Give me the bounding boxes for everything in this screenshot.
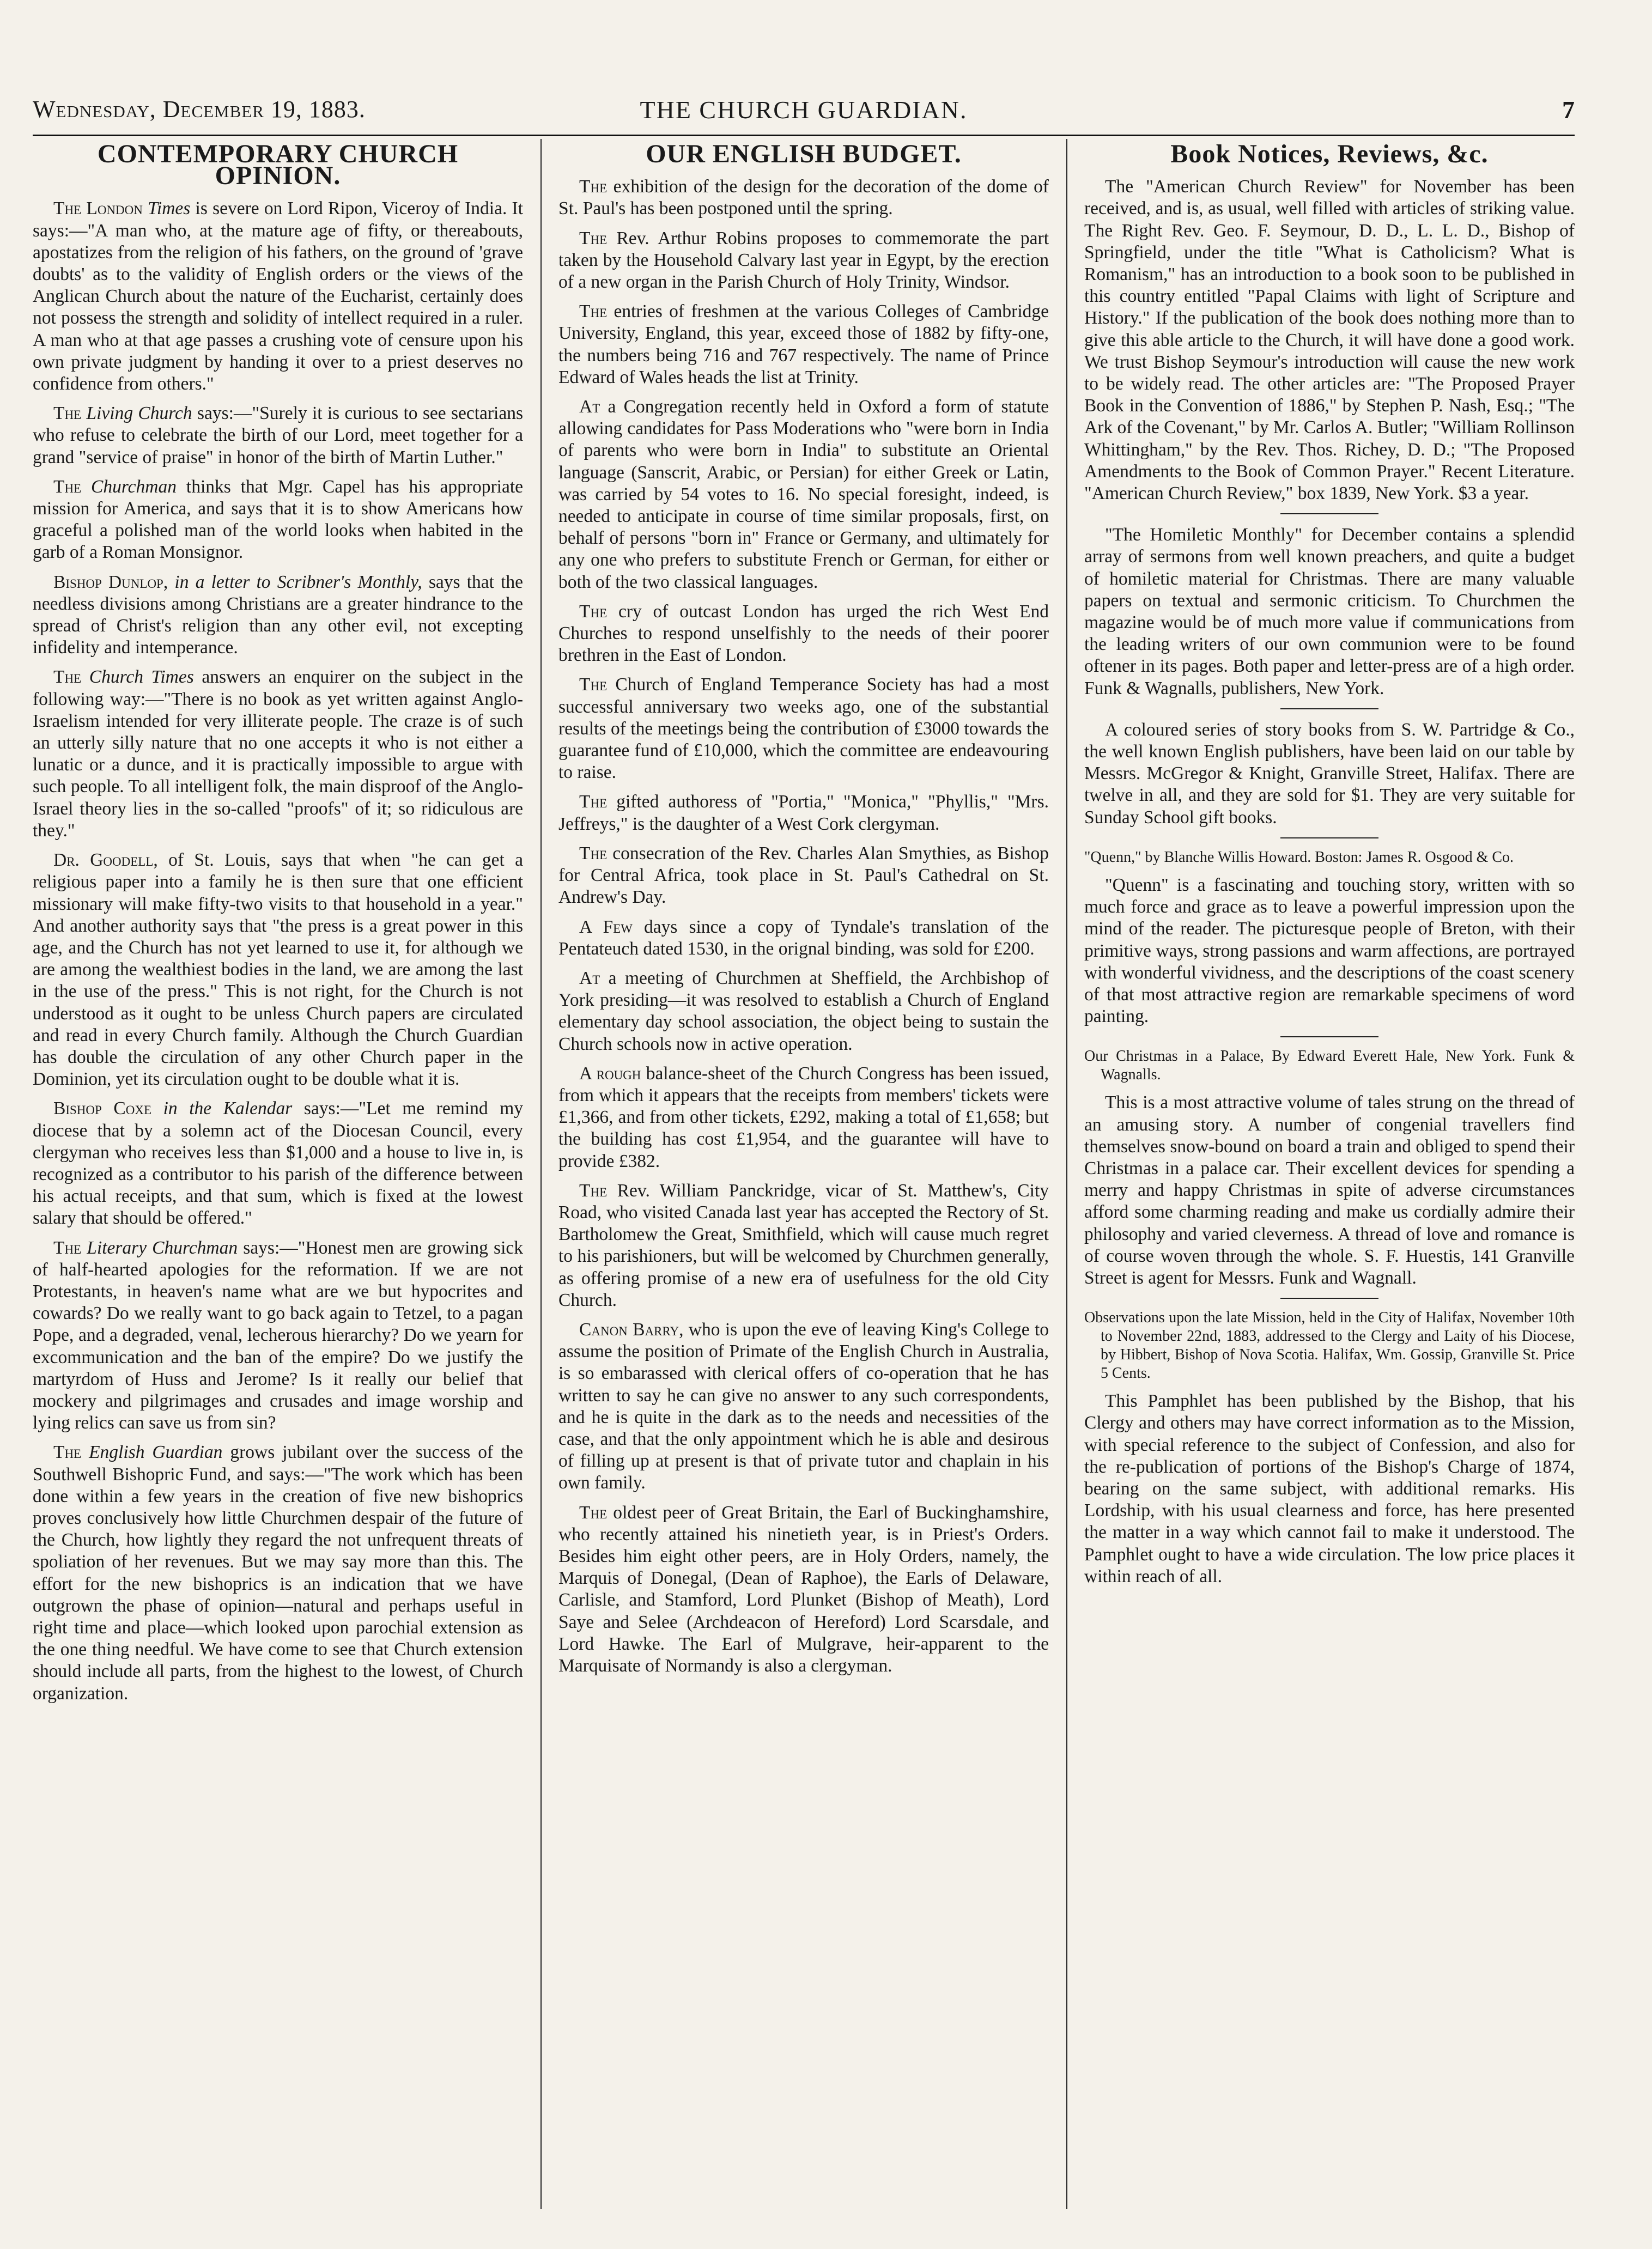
article-paragraph [558,301,1049,388]
article-list [558,176,1049,1677]
paragraph-text: who is upon the eve of leaving King's College to assume the position of Primate of the English Church in Australia, is so embarassed with clerical offers of co-operation that he has written to say he can give no answer to any such correspondents, and he is quite in the dark as to the needs and necessities of the case, and that the only appointment which he is able and desirous of filling up at present is that of private tutor and chaplain in his own family. [558,1319,1049,1493]
paragraph-lead: The [579,228,608,248]
article-paragraph [558,916,1049,960]
article-paragraph [558,674,1049,783]
paragraph-text: entries of freshmen at the various Colleges of Cambridge University, England, this year, exceed those of 1882 by fifty-one, the numbers being 716 and 767 respectively. The name of Prince Edward of Wales heads the list at Trinity. [558,301,1049,387]
publication-name: Living Church [86,403,192,424]
article-paragraph [33,1442,523,1704]
paragraph-text: a Congregation recently held in Oxford a form of statute allowing candidates for Pass Moderations who "were born in India of parents who were born in India" to substitute an Oriental language (Sanscrit, Arabic, or Persian) for either Greek or Latin, was carried by 54 votes to 16. No special foresight, indeed, is needed to anticipate in course of time similar proposals, first, on behalf of persons "born in" France or Germany, and ultimately for any one who prefers to substitute French or German, for either or both of the two classical languages. [558,397,1049,592]
article-paragraph [33,1237,523,1435]
paragraph-text: consecration of the Rev. Charles Alan Smythies, as Bishop for Central Africa, took place in St. Paul's Cathedral on St. Andrew's Day. [558,843,1049,908]
article-paragraph [558,1319,1049,1494]
paragraph-text: Rev. William Panckridge, vicar of St. Matthew's, City Road, who visited Canada last year has accepted the Rectory of St. Bartholomew the Great, Smithfield, which will cause much regret to his parishioners, but will be welcomed by Churchmen generally, as offering promise of a new era of usefulness for the old City Church. [558,1180,1049,1310]
paragraph-text: exhibition of the design for the decoration of the dome of St. Paul's has been postponed until the spring. [558,177,1049,219]
paragraph-lead: The London [53,198,143,219]
column-heading: Book Notices, Reviews, &c. [1170,143,1489,168]
paragraph-lead: The [53,1237,82,1258]
review-paragraph: A coloured series of story books from S. W. Partridge & Co., the well known English publishers, have been laid on our table by Messrs. McGregor & Knight, Granville Street, Halifax. There are twelve in all, and they are sold for $1. They are very suitable for Sunday School gift books. [1084,719,1575,828]
review-paragraph: "The Homiletic Monthly" for December contains a splendid array of sermons from well known preachers, and quite a budget of homiletic material for Christmas. There are many valuable papers on textual and sermonic criticism. To Churchmen the magazine would be of much more value if communications from the leading writers of our own communion were to be found oftener in its pages. Both paper and letter-press are of a high order. Funk & Wagnalls, publishers, New York. [1084,525,1575,698]
paragraph-lead: A rough [579,1063,641,1084]
paragraph-text: says:—"Surely it is curious to see sectarians who refuse to celebrate the birth of our Lord, meet together for a grand "service of praise" in honor of the birth of Martin Luther." [33,403,523,467]
paragraph-text: gifted authoress of "Portia," "Monica," "Phyllis," "Mrs. Jeffreys," is the daughter of a West Cork clergyman. [558,792,1049,834]
paragraph-lead: The [579,301,608,322]
publication-name: Churchman [91,476,177,497]
column-heading: CONTEMPORARY CHURCH OPINION. [97,143,459,191]
paragraph-lead: Bishop Dunlop, [53,572,168,592]
publication-name: Church Times [89,667,194,688]
paragraph-lead: The [53,403,82,424]
book-title: Our Christmas in a Palace, By Edward Everett Hale, New York. Funk & Wagnalls. [1084,1048,1575,1084]
paragraph-lead: The [579,1502,608,1523]
section-divider [1280,708,1378,709]
article-paragraph [33,1098,523,1229]
publication-name: English Guardian [89,1442,223,1463]
paragraph-text: cry of outcast London has urged the rich West End Churches to respond unselfishly to the needs of their poorer brethren in the East of London. [558,601,1049,666]
publication-name: Literary Churchman [87,1237,238,1258]
paragraph-lead: At [579,968,600,988]
article-list [33,198,523,1704]
article-paragraph [558,1063,1049,1172]
paragraph-lead: Dr. Goodell, [53,850,158,871]
article-paragraph [558,968,1049,1055]
article-paragraph [33,572,523,659]
paragraph-lead: Bishop Coxe [53,1098,151,1119]
publication-name: in a letter to Scribner's Monthly, [174,572,422,592]
column-our-english-budget [558,143,1049,2203]
paragraph-lead: The [579,792,608,812]
article-paragraph [558,1502,1049,1677]
article-paragraph [33,849,523,1090]
paragraph-lead: The [579,674,608,695]
paragraph-text: balance-sheet of the Church Congress has been issued, from which it appears that the receipts from members' tickets were £1,366, and from other tickets, £292, making a total of £1,658; but the building has cost £1,954, and the guarantee will have to provide £382. [558,1063,1049,1171]
paragraph-text: Rev. Arthur Robins proposes to commemorate the part taken by the Household Calvary last year in Egypt, by the erection of a new organ in the Parish Church of Holy Trinity, Windsor. [558,228,1049,293]
column-book-notices [1084,143,1575,2203]
page-header [33,95,1575,136]
paragraph-text: says:—"Let me remind my diocese that by a solemn act of the Diocesan Council, every clergyman who receives less than $1,000 and a house to live in, is recognized as a contributor to his parish of the difference between his actual receipts, and that sum, which is fixed at the lowest salary that should be offered." [33,1098,523,1229]
paragraph-text: says that the needless divisions among Christians are a greater hindrance to the spread of Christ's religion than any other evil, not excepting infidelity and intemperance. [33,572,523,658]
section-divider [1280,1298,1378,1299]
page-number: 7 [1562,96,1575,124]
review-paragraph: "Quenn" is a fascinating and touching story, written with so much force and grace as to leave a powerful impression upon the mind of the reader. The picturesque people of Breton, with their primitive ways, strong passions and warm affections, are portrayed with wonderful vividness, and the descriptions of the coast scenery of that most attractive region are remarkable specimens of word painting. [1084,874,1575,1027]
review-paragraph: This Pamphlet has been published by the Bishop, that his Clergy and others may have correct information as to the Mission, with special reference to the subject of Confession, and also for the re-publication of portions of the Bishop's Charge of 1874, bearing on the same subject, with additional remarks. His Lordship, with his usual clearness and force, has here presented the matter in a way which cannot fail to make it understood. The Pamphlet ought to have a wide circulation. The low price places it within reach of all. [1084,1391,1575,1587]
paragraph-text: thinks that Mgr. Capel has his appropriate mission for America, and says that it is to show Americans how graceful a polished man of the world looks when habited in the garb of a Roman Monsignor. [33,476,523,563]
section-divider [1280,513,1378,514]
paragraph-lead: The [53,476,82,497]
paragraph-text: oldest peer of Great Britain, the Earl of Buckinghamshire, who recently attained his ninetieth year, is in Priest's Orders. Besides him eight other peers, are in Holy Orders, namely, the Marquis of Donegal, (Dean of Raphoe), the Earls of Delaware, Carlisle, and Stamford, Lord Plunket (Bishop of Meath), Lord Saye and Selee (Archdeacon of Hereford) Lord Scarsdale, and Lord Hawke. The Earl of Mulgrave, heir-apparent to the Marquisate of Normandy is also a clergyman. [558,1502,1049,1676]
paragraph-text: days since a copy of Tyndale's translation of the Pentateuch dated 1530, in the orignal binding, was sold for £200. [558,916,1049,959]
publication-name: Times [148,198,191,219]
paragraph-lead: The [53,667,82,688]
paragraph-text: a meeting of Churchmen at Sheffield, the Archbishop of York presiding—it was resolved to establish a Church of England elementary day school association, the object being to sustain the Church schools now in active operation. [558,968,1049,1054]
paragraph-lead: The [579,177,608,197]
paragraph-lead: The [53,1442,82,1463]
review-paragraph: The "American Church Review" for November has been received, and is, as usual, well filled with articles of striking value. The Right Rev. Geo. F. Seymour, D. D., L. L. D., Bishop of Springfield, under the title "What is Catholicism? What is Romanism," has an introduction to a book soon to be published in this country entitled "Papal Claims with light of Scripture and History." If the publication of the book does nothing more than to give this able article to the Church, it will have done a good work. We trust Bishop Seymour's introduction will cause the new work to be widely read. The other articles are: "The Proposed Prayer Book in the Convention of 1886," by Stephen P. Nash, Esq.; "The Ark of the Covenant," by Mr. Carlos A. Butler; "William Rollinson Whittingham," by the Rev. Thos. Richey, D. D.; "The Proposed Amendments to the Book of Common Prayer." Recent Literature. "American Church Review," box 1839, New York. $3 a year. [1084,177,1575,504]
paragraph-text: answers an enquirer on the subject in the following way:—"There is no book as yet written against Anglo-Israelism intended for very illiterate people. The craze is of such an utterly silly nature that no one accepts it who is not either a lunatic or a dunce, and it is practically impossible to argue with such people. To all intelligent folk, the main disproof of the Anglo-Israel theory lies in the so-called "proofs" of it; so ridiculous are they." [33,667,523,841]
column-contemporary-church-opinion [33,143,523,2203]
column-rule [1066,139,1067,2209]
article-paragraph [33,403,523,469]
paragraph-lead: A Few [579,916,633,937]
article-paragraph [33,666,523,842]
article-paragraph [558,176,1049,220]
publication-name: in the Kalendar [163,1098,293,1119]
article-paragraph [558,601,1049,667]
column-heading: OUR ENGLISH BUDGET. [646,143,962,168]
newspaper-title: THE CHURCH GUARDIAN. [640,96,968,124]
paragraph-lead: The [579,843,608,864]
paragraph-text: of St. Louis, says that when "he can get a religious paper into a family he is then sure that one efficient missionary will make fifty-two visits to that household in a year." And another authority says that "the press is a great power in this age, and the Church has not yet learned to use it, for although we are among the wealthiest bodies in the land, we are among the last in the use of the press." This is not right, for the Church is not understood as it ought to be unless Church papers are circulated and read in every Church family. Although the Church Guardian has double the circulation of any other Church paper in the Dominion, yet its circulation ought to be double what it is. [33,850,523,1090]
article-paragraph [33,476,523,564]
paragraph-lead: The [579,601,608,622]
article-paragraph [33,198,523,395]
paragraph-lead: Canon Barry, [579,1319,684,1340]
section-divider [1280,837,1378,838]
paragraph-text: says:—"Honest men are growing sick of half-hearted apologies for the reformation. If we are not Protestants, in heaven's name what are we but hypocrites and cowards? Do we really want to go back again to Tetzel, to a pagan Pope, and a degraded, venal, lecherous hierarchy? Do we yearn for excommunication and the ban of the empire? Do we justify the martyrdom of Huss and Jerome? Is it really our belief that mockery and pilgrimages and crusades and image worship and lying relics can save us from sin? [33,1237,523,1433]
article-paragraph [558,843,1049,909]
paragraph-text: grows jubilant over the success of the Southwell Bishopric Fund, and says:—"The work which has been done within a few years in the creation of five new bishoprics proves conclusively how little Churchmen despair of the future of the Church, how lightly they regard the not unfrequent threats of spoliation of her revenues. But we may say more than this. The effort for the new bishoprics is an indication that we have outgrown the phase of opinion—natural and perhaps useful in right time and place—which looked upon parochial extension as the one thing needful. We have come to see that Church extension should include all parts, from the highest to the lowest, of Church organization. [33,1442,523,1704]
paragraph-text: is severe on Lord Ripon, Viceroy of India. It says:—"A man who, at the mature age of fifty, or thereabouts, apostatizes from the religion of his fathers, on the ground of 'grave doubts' as to the validity of English orders or the views of the Anglican Church about the nature of the Eucharist, certainly does not possess the strength and solidity of intellect required in a ruler. A man who at that age passes a crushing vote of censure upon his own private judgment by handing it over to a priest deserves no confidence from others." [33,198,523,394]
issue-date: Wednesday, December 19, 1883. [33,96,366,123]
article-paragraph [558,228,1049,294]
paragraph-lead: At [579,397,600,417]
newspaper-page [33,95,1575,2215]
paragraph-lead: The [579,1180,608,1201]
book-title: "Quenn," by Blanche Willis Howard. Boston: James R. Osgood & Co. [1084,848,1514,866]
section-divider [1280,1036,1378,1037]
review-paragraph: This is a most attractive volume of tales strung on the thread of an amusing story. A number of congenial travellers find themselves snow-bound on board a train and obliged to spend their Christmas in a palace car. Their excellent devices for spending a merry and happy Christmas in spite of adverse circumstances afford some charming reading and make us cordially admire their philosophy and varied cleverness. A thread of love and romance is of course woven through the whole. S. F. Huestis, 141 Granville Street is agent for Messrs. Funk and Wagnall. [1084,1092,1575,1288]
paragraph-text: Church of England Temperance Society has had a most successful anniversary two weeks ago, one of the substantial results of the meetings being the contribution of £3000 towards the guarantee fund of £10,000, which the committee are endeavouring to raise. [558,674,1049,783]
book-title: Observations upon the late Mission, held in the City of Halifax, November 10th to November 22nd, 1883, addressed to the Clergy and Laity of his Diocese, by Hibbert, Bishop of Nova Scotia. Halifax, Wm. Gossip, Granville St. Price 5 Cents. [1084,1309,1575,1382]
article-paragraph [558,1180,1049,1311]
article-paragraph [558,396,1049,593]
column-rule [540,139,542,2209]
article-paragraph [558,791,1049,835]
